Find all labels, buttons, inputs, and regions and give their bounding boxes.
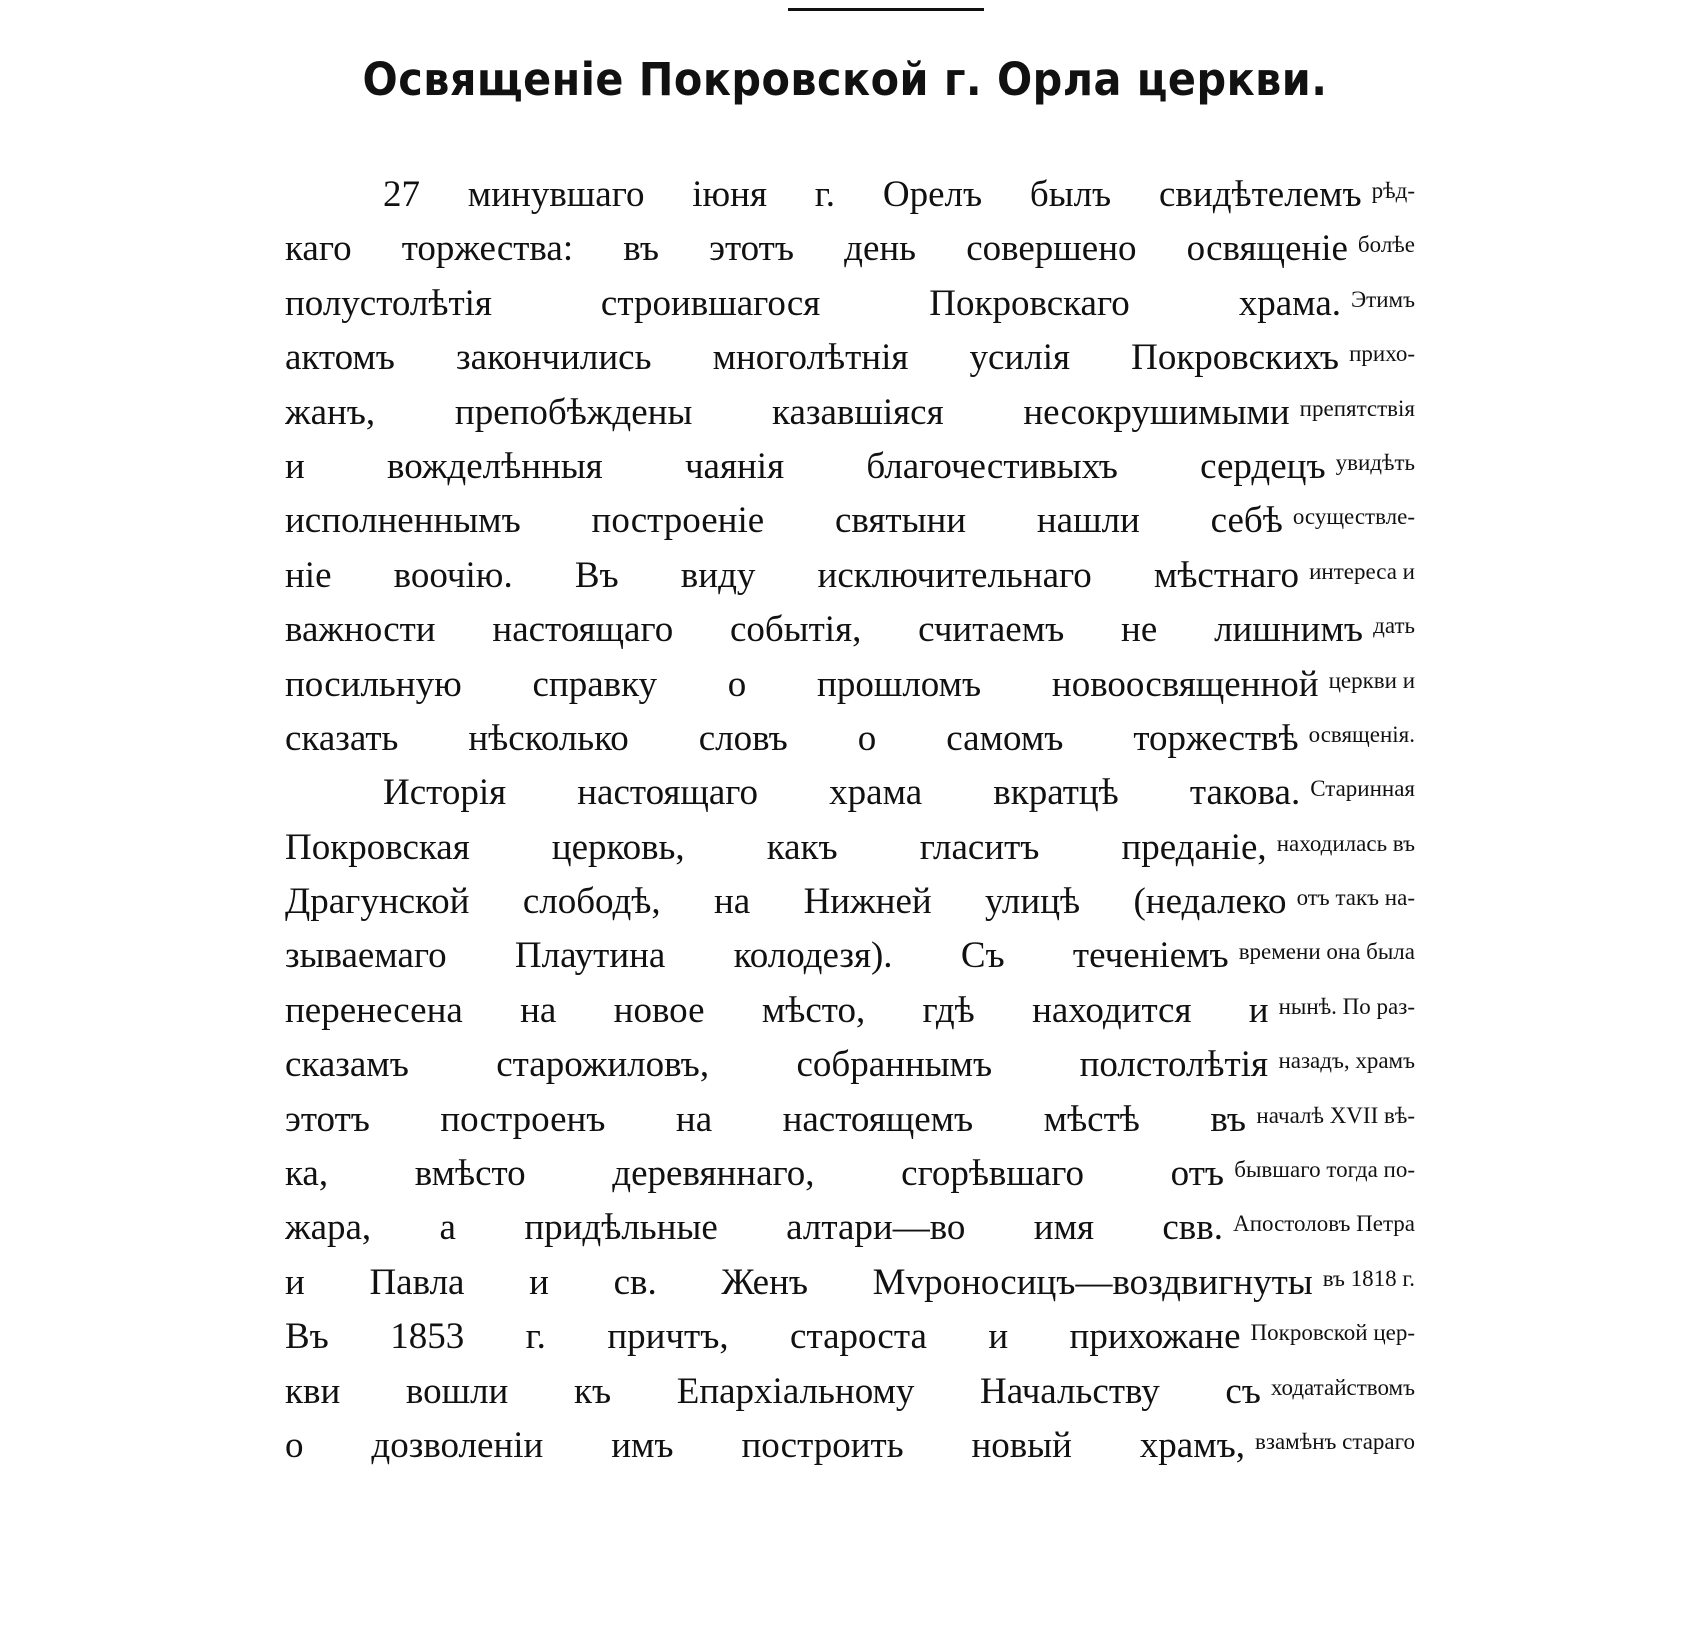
top-rule-divider [788,8,984,11]
text-line [285,1201,1415,1255]
text-line [285,821,1415,875]
line-edge-fragment: началѣ XVII вѣ- [1256,1102,1415,1128]
text-line [285,168,1415,222]
line-edge-fragment: интереса и [1309,558,1415,584]
text-line [285,222,1415,276]
line-edge-fragment: дать [1373,613,1415,639]
text-line [285,549,1415,603]
text-line [285,712,1415,766]
line-text: Исторія настоящаго храма вкратцѣ такова. [383,772,1301,814]
text-line [285,1038,1415,1092]
text-line [285,875,1415,929]
line-text: сказамъ старожиловъ, собраннымъ полстолѣтія [285,1044,1268,1086]
line-text: Въ 1853 г. причтъ, староста и прихожане [285,1316,1241,1358]
line-edge-fragment: Покровской цер- [1250,1320,1415,1346]
text-line [285,1419,1415,1473]
text-line [285,494,1415,548]
text-line [285,603,1415,657]
line-text: 27 минувшаго іюня г. Орелъ былъ свидѣтелемъ [383,174,1362,215]
line-text: жанъ, препобѣждены казавшіяся несокрушимыми [285,391,1290,433]
line-edge-fragment: отъ такъ на- [1296,885,1415,911]
text-line [285,1310,1415,1364]
line-text: каго торжества: въ этотъ день совершено освященіе [285,228,1348,270]
line-edge-fragment: болѣе [1357,232,1415,258]
line-text: о дозволеніи имъ построить новый храмъ, [285,1424,1245,1466]
line-edge-fragment: рѣд- [1371,178,1415,203]
text-line [285,1093,1415,1147]
line-edge-fragment: ходатайствомъ [1270,1374,1415,1400]
line-text: жара, а придѣльные алтари—во имя свв. [285,1207,1223,1249]
line-text: сказать нѣсколько словъ о самомъ торжествѣ [285,717,1299,759]
article-title: Освященіе Покровской г. Орла церкви. [362,53,1328,106]
line-edge-fragment: въ 1818 г. [1322,1265,1415,1291]
text-line [285,386,1415,440]
text-line [285,929,1415,983]
line-edge-fragment: освященія. [1308,721,1415,747]
line-edge-fragment: церкви и [1328,667,1415,693]
line-text: перенесена на новое мѣсто, гдѣ находится и [285,989,1269,1031]
text-line [285,277,1415,331]
text-line [285,1365,1415,1419]
line-edge-fragment: осуществле- [1292,504,1415,530]
line-text: Покровская церковь, какъ гласитъ преданіе, [285,826,1267,868]
line-text: актомъ закончились многолѣтнія усилія Покровскихъ [285,337,1339,379]
text-line [285,1147,1415,1201]
line-edge-fragment: находилась въ [1276,830,1415,856]
line-edge-fragment: препятствія [1299,395,1415,421]
line-text: и Павла и св. Женъ Мvроносицъ—воздвигнуты [285,1261,1313,1303]
line-edge-fragment: взамѣнъ стараго [1255,1428,1415,1454]
line-text: зываемаго Плаутина колодезя). Съ теченіемъ [285,935,1229,977]
line-text: ніе воочію. Въ виду исключительнаго мѣстнаго [285,554,1299,596]
text-line [285,440,1415,494]
line-text: этотъ построенъ на настоящемъ мѣстѣ въ [285,1098,1246,1140]
text-line [285,658,1415,712]
line-edge-fragment: нынѣ. По раз- [1278,993,1415,1019]
text-line [285,766,1415,820]
line-text: Драгунской слободѣ, на Нижней улицѣ (недалеко [285,881,1287,923]
text-line [285,1256,1415,1310]
line-text: кви вошли къ Епархіальному Начальству съ [285,1370,1261,1412]
line-text: ка, вмѣсто деревяннаго, сгорѣвшаго отъ [285,1153,1224,1195]
line-edge-fragment: Апостоловъ Петра [1233,1211,1415,1237]
line-text: посильную справку о прошломъ новоосвященной [285,663,1319,705]
line-edge-fragment: увидѣть [1335,449,1415,475]
line-edge-fragment: прихо- [1349,341,1415,367]
line-text: исполненнымъ построеніе святыни нашли себѣ [285,500,1283,542]
text-line [285,331,1415,385]
line-text: полустолѣтія строившагося Покровскаго храма. [285,282,1341,324]
line-text: и вожделѣнныя чаянія благочестивыхъ сердецъ [285,445,1326,487]
line-edge-fragment: Старинная [1310,776,1415,802]
line-text: важности настоящаго событія, считаемъ не лишнимъ [285,609,1363,651]
line-edge-fragment: бывшаго тогда по- [1234,1157,1415,1183]
line-edge-fragment: Этимъ [1351,286,1415,312]
line-edge-fragment: назадъ, храмъ [1278,1048,1415,1074]
text-line [285,984,1415,1038]
line-edge-fragment: времени она была [1238,939,1415,965]
article-body [285,168,1415,1473]
